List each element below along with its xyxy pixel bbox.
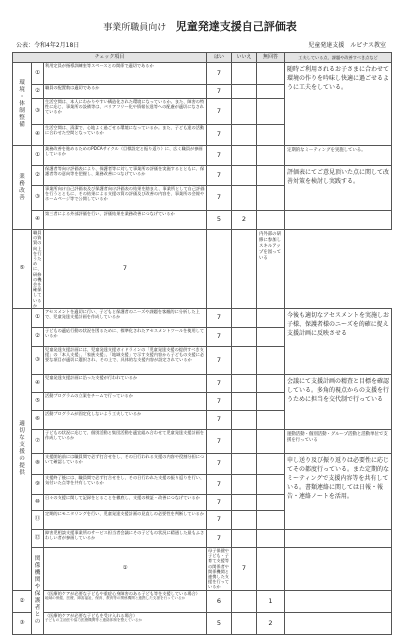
comment-cell xyxy=(285,590,392,612)
check-item-note: 子どもの主治医や協力医療機関等と連絡体制を整えているか xyxy=(45,617,143,622)
category-char: 環 xyxy=(19,79,25,86)
document-title xyxy=(0,18,400,34)
table-row xyxy=(13,375,392,393)
no-count xyxy=(232,411,257,430)
category-char: 業 xyxy=(19,173,25,180)
category-char: 善 xyxy=(19,194,25,201)
table-row xyxy=(13,590,392,612)
category-char: ・ xyxy=(19,93,25,100)
check-item-text xyxy=(44,125,207,146)
category-char: 護 xyxy=(34,597,41,604)
check-item-text xyxy=(44,590,207,612)
no-answer-count xyxy=(257,454,285,475)
no-count xyxy=(232,454,257,475)
category-char: 者 xyxy=(34,604,41,611)
yes-count: 7 xyxy=(207,430,232,454)
yes-count: 7 xyxy=(207,511,232,530)
check-item-text xyxy=(44,411,207,430)
check-item-question: 生活空間は、清潔で、心地よく過ごせる環境になっているか。また、子ども達の活動に合わせた空間となっているか xyxy=(45,125,205,136)
check-item-text xyxy=(44,375,207,393)
no-answer-count xyxy=(257,328,285,347)
yes-count: 7 xyxy=(207,186,232,211)
check-item-text xyxy=(32,230,44,309)
item-number: ⑤ xyxy=(13,230,32,309)
header-no-answer: 無回答 xyxy=(257,53,285,63)
category-char: の xyxy=(34,618,41,625)
check-item-question: 児童発達支援計画に沿った支援が行われているか xyxy=(45,375,138,381)
table-row xyxy=(13,230,392,309)
item-number: ⑧ xyxy=(32,454,44,475)
category-char: 境 xyxy=(19,86,25,93)
no-count xyxy=(232,495,257,511)
table-row xyxy=(13,211,392,230)
table-row xyxy=(13,454,392,475)
check-item-question: 業務改善を進めるためのPDCAサイクル（目標設定と振り返り）に、広く職員が参画しているか xyxy=(45,146,203,157)
check-item-text xyxy=(44,430,207,454)
title-main: 児童発達支援自己評価表 xyxy=(175,20,297,33)
check-item-question: 職員の資質の向上を行うために、研修の機会を確保しているか xyxy=(33,230,42,308)
no-answer-count xyxy=(257,511,285,530)
item-number: ⑫ xyxy=(32,530,44,548)
check-item-text xyxy=(44,99,207,125)
no-count xyxy=(232,430,257,454)
item-number: ① xyxy=(44,548,207,591)
item-number: ② xyxy=(32,328,44,347)
check-item-question: 母子保健や子ども・子育て支援等の関係者や関係機関と連携した支援を行っているか xyxy=(208,548,229,590)
category-char: な xyxy=(19,435,25,442)
item-number: ⑪ xyxy=(32,511,44,530)
check-item-question: 障害児相談支援事業所のサービス担当者会議にその子どもの状況に精通した最もふさわしい者が参画しているか xyxy=(45,530,205,541)
category-char: 保 xyxy=(34,590,41,597)
yes-count: 7 xyxy=(207,454,232,475)
no-answer-count xyxy=(257,63,285,85)
item-number: ① xyxy=(32,309,44,328)
category-char: 援 xyxy=(19,449,25,456)
category-char: 体 xyxy=(19,100,25,107)
no-count xyxy=(232,166,257,186)
category-char: 関 xyxy=(34,576,41,583)
check-item-text xyxy=(44,475,207,495)
category-char: 供 xyxy=(19,470,25,477)
no-answer-count xyxy=(257,186,285,211)
check-item-text xyxy=(44,328,207,347)
item-number: ④ xyxy=(32,375,44,393)
item-number: ⑤ xyxy=(32,393,44,411)
no-answer-count xyxy=(257,85,285,99)
yes-count: 5 xyxy=(207,612,232,634)
no-count xyxy=(232,186,257,211)
category-label xyxy=(13,309,32,591)
no-answer-count xyxy=(257,347,285,375)
no-count: 2 xyxy=(232,211,257,230)
check-item-text xyxy=(44,612,207,634)
check-item-text xyxy=(44,347,207,375)
no-count xyxy=(232,146,257,166)
no-count xyxy=(232,85,257,99)
table-row xyxy=(13,548,392,591)
yes-count: 7 xyxy=(207,125,232,146)
header-yes: はい xyxy=(207,53,232,63)
category-char: や xyxy=(34,583,41,590)
item-number: ① xyxy=(32,63,44,85)
yes-count: 7 xyxy=(207,166,232,186)
yes-count: 7 xyxy=(207,146,232,166)
check-item-text xyxy=(207,548,232,591)
check-item-question: （医療的ケアが必要な子どもを受け入れる場合） xyxy=(45,612,138,618)
category-char: 制 xyxy=(19,107,25,114)
comment-cell: 評価表にてご意見頂いた点に関して改善対策を検討し実践する。 xyxy=(285,166,392,211)
yes-count: 7 xyxy=(207,495,232,511)
category-char: 関 xyxy=(34,555,41,562)
item-number: ⑩ xyxy=(32,495,44,511)
comment-cell: 内外部の研修に参加しスキルアップを図っている xyxy=(257,230,285,309)
item-number: ④ xyxy=(32,211,44,230)
check-item-text xyxy=(44,454,207,475)
item-number: ③ xyxy=(32,186,44,211)
category-label xyxy=(32,548,44,635)
header-check-item: チェック項目 xyxy=(13,53,207,63)
check-item-note: 地域の保健、医療、障害福祉、保育、教育等の関係機関と連携した支援を行っているか xyxy=(45,595,186,600)
item-number: ② xyxy=(13,590,32,612)
category-char: 整 xyxy=(19,114,25,121)
no-count xyxy=(232,393,257,411)
check-item-question: 活動プログラムの立案をチームで行っているか xyxy=(45,393,133,399)
check-item-question: （医療的ケアが必要な子どもや重症心身障害のある子ども等を支援している場合） xyxy=(45,590,200,596)
check-item-text xyxy=(44,393,207,411)
check-item-question: 定期的にモニタリングを行い、児童発達支援計画の見直しの必要性を判断しているか xyxy=(45,511,205,517)
check-item-question: 支援終了後には、職員間で必ず打合せをし、その日行われた支援の振り返りを行い、気付いた点等を共有しているか xyxy=(45,475,205,486)
no-count xyxy=(232,328,257,347)
table-row xyxy=(13,530,392,548)
yes-count: 5 xyxy=(207,211,232,230)
no-answer-count: 1 xyxy=(257,590,285,612)
header-no: いいえ xyxy=(232,53,257,63)
check-item-text xyxy=(44,63,207,85)
check-item-question: 事業所向け自己評価表及び保護者向け評価表の結果を踏まえ、事業所として自己評価を行うとともに、その結果による支援の質の評価及び改善の内容を、事業所の会報やホームページ等で公開しているか xyxy=(45,186,205,202)
check-item-question: 利用定員が指導訓練室等スペースとの関係で適切であるか xyxy=(45,63,154,68)
table-row xyxy=(13,63,392,85)
comment-cell: 今後も適切なアセスメントを実施しお子様、保護者様のニーズを的確に捉え支援計画に反映させる xyxy=(285,309,392,375)
yes-count: 7 xyxy=(44,230,207,309)
category-char: 備 xyxy=(19,121,25,128)
check-item-text xyxy=(44,211,207,230)
item-number: ⑨ xyxy=(32,475,44,495)
facility-name: 児童発達支援 ルピナス教室 xyxy=(308,42,386,49)
no-answer-count: 2 xyxy=(257,612,285,634)
no-count xyxy=(207,230,232,309)
yes-count: 7 xyxy=(207,375,232,393)
no-answer-count xyxy=(257,411,285,430)
item-number: ⑥ xyxy=(32,411,44,430)
check-item-text xyxy=(44,511,207,530)
category-char: 係 xyxy=(34,562,41,569)
check-item-text xyxy=(44,530,207,548)
check-item-question: 生活空間は、本人にわかりやすい構造化された環境になっているか。また、障害の特性に応じ、事業所の設備等は、バリアフリー化や情報伝達等への配慮が適切になされているか xyxy=(45,99,205,115)
table-row xyxy=(13,612,392,634)
check-item-question: 児童発達支援計画には、児童発達支援ガイドラインの「児童発達支援の提供すべき支援」の「本人支援」、「家族支援」、「地域支援」で示す支援内容から子どもの支援に必要な項目が適切に選択され、その上で、具体的な支援内容が設定されているか xyxy=(45,347,205,363)
check-item-text xyxy=(44,495,207,511)
check-item-text xyxy=(44,146,207,166)
table-row xyxy=(13,146,392,166)
no-answer-count xyxy=(257,146,285,166)
no-count xyxy=(232,99,257,125)
category-char: 切 xyxy=(19,428,25,435)
yes-count: 7 xyxy=(207,411,232,430)
yes-count: 7 xyxy=(207,309,232,328)
check-item-question: 子どもの適応行動の状況を図るために、標準化されたアセスメントツールを使用しているか xyxy=(45,328,205,339)
comment-cell: 定期的なミーティングを実施している。 xyxy=(285,146,392,166)
no-answer-count xyxy=(257,495,285,511)
self-evaluation-table xyxy=(12,52,392,635)
yes-count: 7 xyxy=(207,328,232,347)
category-char: の xyxy=(19,456,25,463)
no-answer-count xyxy=(257,211,285,230)
no-count xyxy=(232,612,257,634)
category-char: 改 xyxy=(19,187,25,194)
check-item-text xyxy=(44,309,207,328)
yes-count: 7 xyxy=(207,475,232,495)
comment-cell: 申し送り及び振り返りは必要性に応じてその都度行っている。また定期的なミーティングで支援内容等を共有している。書類連絡に関しては日報・報告・連絡ノートを活用。 xyxy=(285,454,392,530)
no-count xyxy=(232,511,257,530)
item-number: ② xyxy=(32,85,44,99)
item-number: ① xyxy=(32,146,44,166)
no-answer-count xyxy=(257,393,285,411)
comment-cell: 会議にて支援計画の精査と目標を確認している。多角的視点からの支援を行うために担当を交代制で行っている xyxy=(285,375,392,430)
item-number: ③ xyxy=(13,612,32,634)
table-row xyxy=(13,430,392,454)
no-count xyxy=(232,375,257,393)
no-answer-count xyxy=(232,230,257,309)
no-answer-count xyxy=(257,99,285,125)
no-count xyxy=(232,309,257,328)
no-answer-count xyxy=(257,430,285,454)
check-item-question: 職員の配置数は適切であるか xyxy=(45,85,100,90)
publish-date: 公表：令和4年2月18日 xyxy=(16,42,80,49)
category-char: 務 xyxy=(19,180,25,187)
item-number: ③ xyxy=(32,347,44,375)
check-item-text xyxy=(44,186,207,211)
no-count xyxy=(232,530,257,548)
category-char: 適 xyxy=(19,421,25,428)
no-count xyxy=(232,125,257,146)
yes-count: 7 xyxy=(207,63,232,85)
no-answer-count xyxy=(257,166,285,186)
item-number: ⑦ xyxy=(32,430,44,454)
title-prefix: 事業所職員向け xyxy=(103,23,167,33)
yes-count: 7 xyxy=(207,347,232,375)
table-row xyxy=(13,166,392,186)
yes-count: 7 xyxy=(232,548,257,591)
yes-count: 7 xyxy=(207,99,232,125)
check-item-question: 支援開始前には職員間で必ず打合せをし、その日行われる支援の内容や役割分担について確認しているか xyxy=(45,454,205,465)
check-item-question: 第三者による外部評価を行い、評価結果を業務改善につなげているか xyxy=(45,211,175,216)
check-item-question: 子どもの状況に応じて、個別活動と集団活動を適宜組み合わせて児童発達支援計画を作成しているか xyxy=(45,430,205,441)
item-number: ④ xyxy=(32,125,44,146)
yes-count: 7 xyxy=(207,530,232,548)
comment-cell: 随時ご利用されるお子さまに合わせて環境の作りを吟味し快適に過ごせるように工夫をしている。 xyxy=(285,63,392,146)
no-answer-count xyxy=(257,309,285,328)
category-char: 提 xyxy=(19,463,25,470)
no-count xyxy=(232,475,257,495)
header-comments: 工夫している点、課題や改善すべき点など xyxy=(285,53,392,63)
item-number: ② xyxy=(32,166,44,186)
no-count xyxy=(232,590,257,612)
no-answer-count xyxy=(257,475,285,495)
yes-count: 7 xyxy=(207,393,232,411)
category-label xyxy=(13,146,32,230)
check-item-question: 保護者等向け評価表により、保護者等に対して事業所の評価を実施するとともに、保護者等の意向等を把握し、業務改善につなげているか xyxy=(45,166,205,177)
check-item-text xyxy=(44,85,207,99)
category-char: 機 xyxy=(34,569,41,576)
item-number: ③ xyxy=(32,99,44,125)
no-answer-count xyxy=(257,125,285,146)
no-count xyxy=(257,548,285,591)
category-char: と xyxy=(34,611,41,618)
comment-cell xyxy=(285,211,392,230)
comment-cell: 運動活動・個別活動・グループ活動と活動単位で支援を行っている xyxy=(285,430,392,454)
category-label xyxy=(13,63,32,146)
check-item-question: 活動プログラムが固定化しないよう工夫しているか xyxy=(45,411,142,417)
no-answer-count xyxy=(285,548,392,591)
no-count xyxy=(232,63,257,85)
check-item-question: アセスメントを適切に行い、子どもと保護者のニーズや課題を客観的に分析した上で、児童発達支援計画を作成しているか xyxy=(45,309,200,320)
category-char: 支 xyxy=(19,442,25,449)
table-row xyxy=(13,309,392,328)
yes-count: 7 xyxy=(207,85,232,99)
no-answer-count xyxy=(257,530,285,548)
yes-count: 6 xyxy=(207,590,232,612)
check-item-text xyxy=(44,166,207,186)
comment-cell xyxy=(285,612,392,634)
check-item-question: 日々の支援に関して記録をとることを徹底し、支援の検証・改善につなげているか xyxy=(45,495,200,501)
comment-cell xyxy=(285,530,392,548)
no-count xyxy=(232,347,257,375)
no-answer-count xyxy=(257,375,285,393)
